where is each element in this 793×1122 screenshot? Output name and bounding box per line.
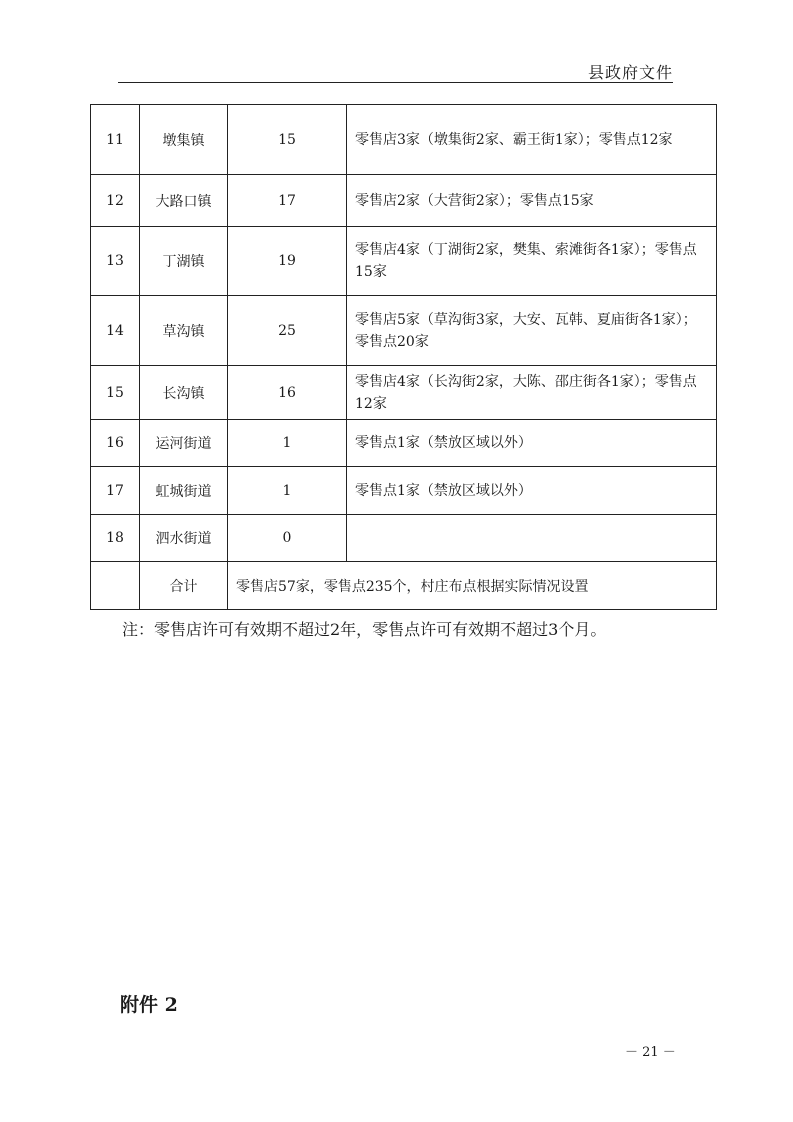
- row-number: 17: [91, 467, 140, 515]
- outlet-count: 17: [228, 175, 347, 227]
- outlet-count: 25: [228, 296, 347, 366]
- row-number: 15: [91, 366, 140, 420]
- town-name: 运河街道: [140, 420, 228, 467]
- row-number: 14: [91, 296, 140, 366]
- total-row-number: [91, 562, 140, 610]
- outlet-count: 15: [228, 105, 347, 175]
- total-note: 零售店57家，零售点235个，村庄布点根据实际情况设置: [228, 562, 717, 610]
- outlet-note: 零售店5家（草沟街3家，大安、瓦韩、夏庙街各1家）；零售点20家: [347, 296, 717, 366]
- table-row: [91, 105, 717, 175]
- row-number: 13: [91, 227, 140, 296]
- town-name: 丁湖镇: [140, 227, 228, 296]
- page-number: － 21 －: [625, 1045, 676, 1060]
- total-label: 合计: [140, 562, 228, 610]
- outlet-count: 16: [228, 366, 347, 420]
- town-name: 墩集镇: [140, 105, 228, 175]
- outlet-note: [347, 515, 717, 562]
- header-title: 县政府文件: [587, 63, 673, 82]
- outlet-note: 零售店2家（大营街2家）；零售点15家: [347, 175, 717, 227]
- table-row: [91, 296, 717, 366]
- table-row: [91, 515, 717, 562]
- header-rule: [118, 82, 673, 83]
- retail-distribution-table: [90, 104, 717, 610]
- attachment-heading: 附件 2: [120, 994, 178, 1016]
- table-row: [91, 227, 717, 296]
- town-name: 泗水街道: [140, 515, 228, 562]
- outlet-count: 0: [228, 515, 347, 562]
- town-name: 虹城街道: [140, 467, 228, 515]
- table-row: [91, 175, 717, 227]
- row-number: 12: [91, 175, 140, 227]
- outlet-note: 零售点1家（禁放区域以外）: [347, 467, 717, 515]
- outlet-note: 零售店3家（墩集街2家、霸王街1家）；零售点12家: [347, 105, 717, 175]
- footnote: 注：零售店许可有效期不超过2年，零售点许可有效期不超过3个月。: [122, 620, 607, 639]
- outlet-count: 19: [228, 227, 347, 296]
- town-name: 大路口镇: [140, 175, 228, 227]
- outlet-note: 零售店4家（丁湖街2家，樊集、索滩街各1家）；零售点15家: [347, 227, 717, 296]
- table-row: [91, 420, 717, 467]
- outlet-count: 1: [228, 467, 347, 515]
- town-name: 草沟镇: [140, 296, 228, 366]
- row-number: 18: [91, 515, 140, 562]
- row-number: 11: [91, 105, 140, 175]
- total-row: [91, 562, 717, 610]
- outlet-count: 1: [228, 420, 347, 467]
- town-name: 长沟镇: [140, 366, 228, 420]
- row-number: 16: [91, 420, 140, 467]
- table-row: [91, 366, 717, 420]
- table-row: [91, 467, 717, 515]
- outlet-note: 零售点1家（禁放区域以外）: [347, 420, 717, 467]
- outlet-note: 零售店4家（长沟街2家，大陈、邵庄街各1家）；零售点12家: [347, 366, 717, 420]
